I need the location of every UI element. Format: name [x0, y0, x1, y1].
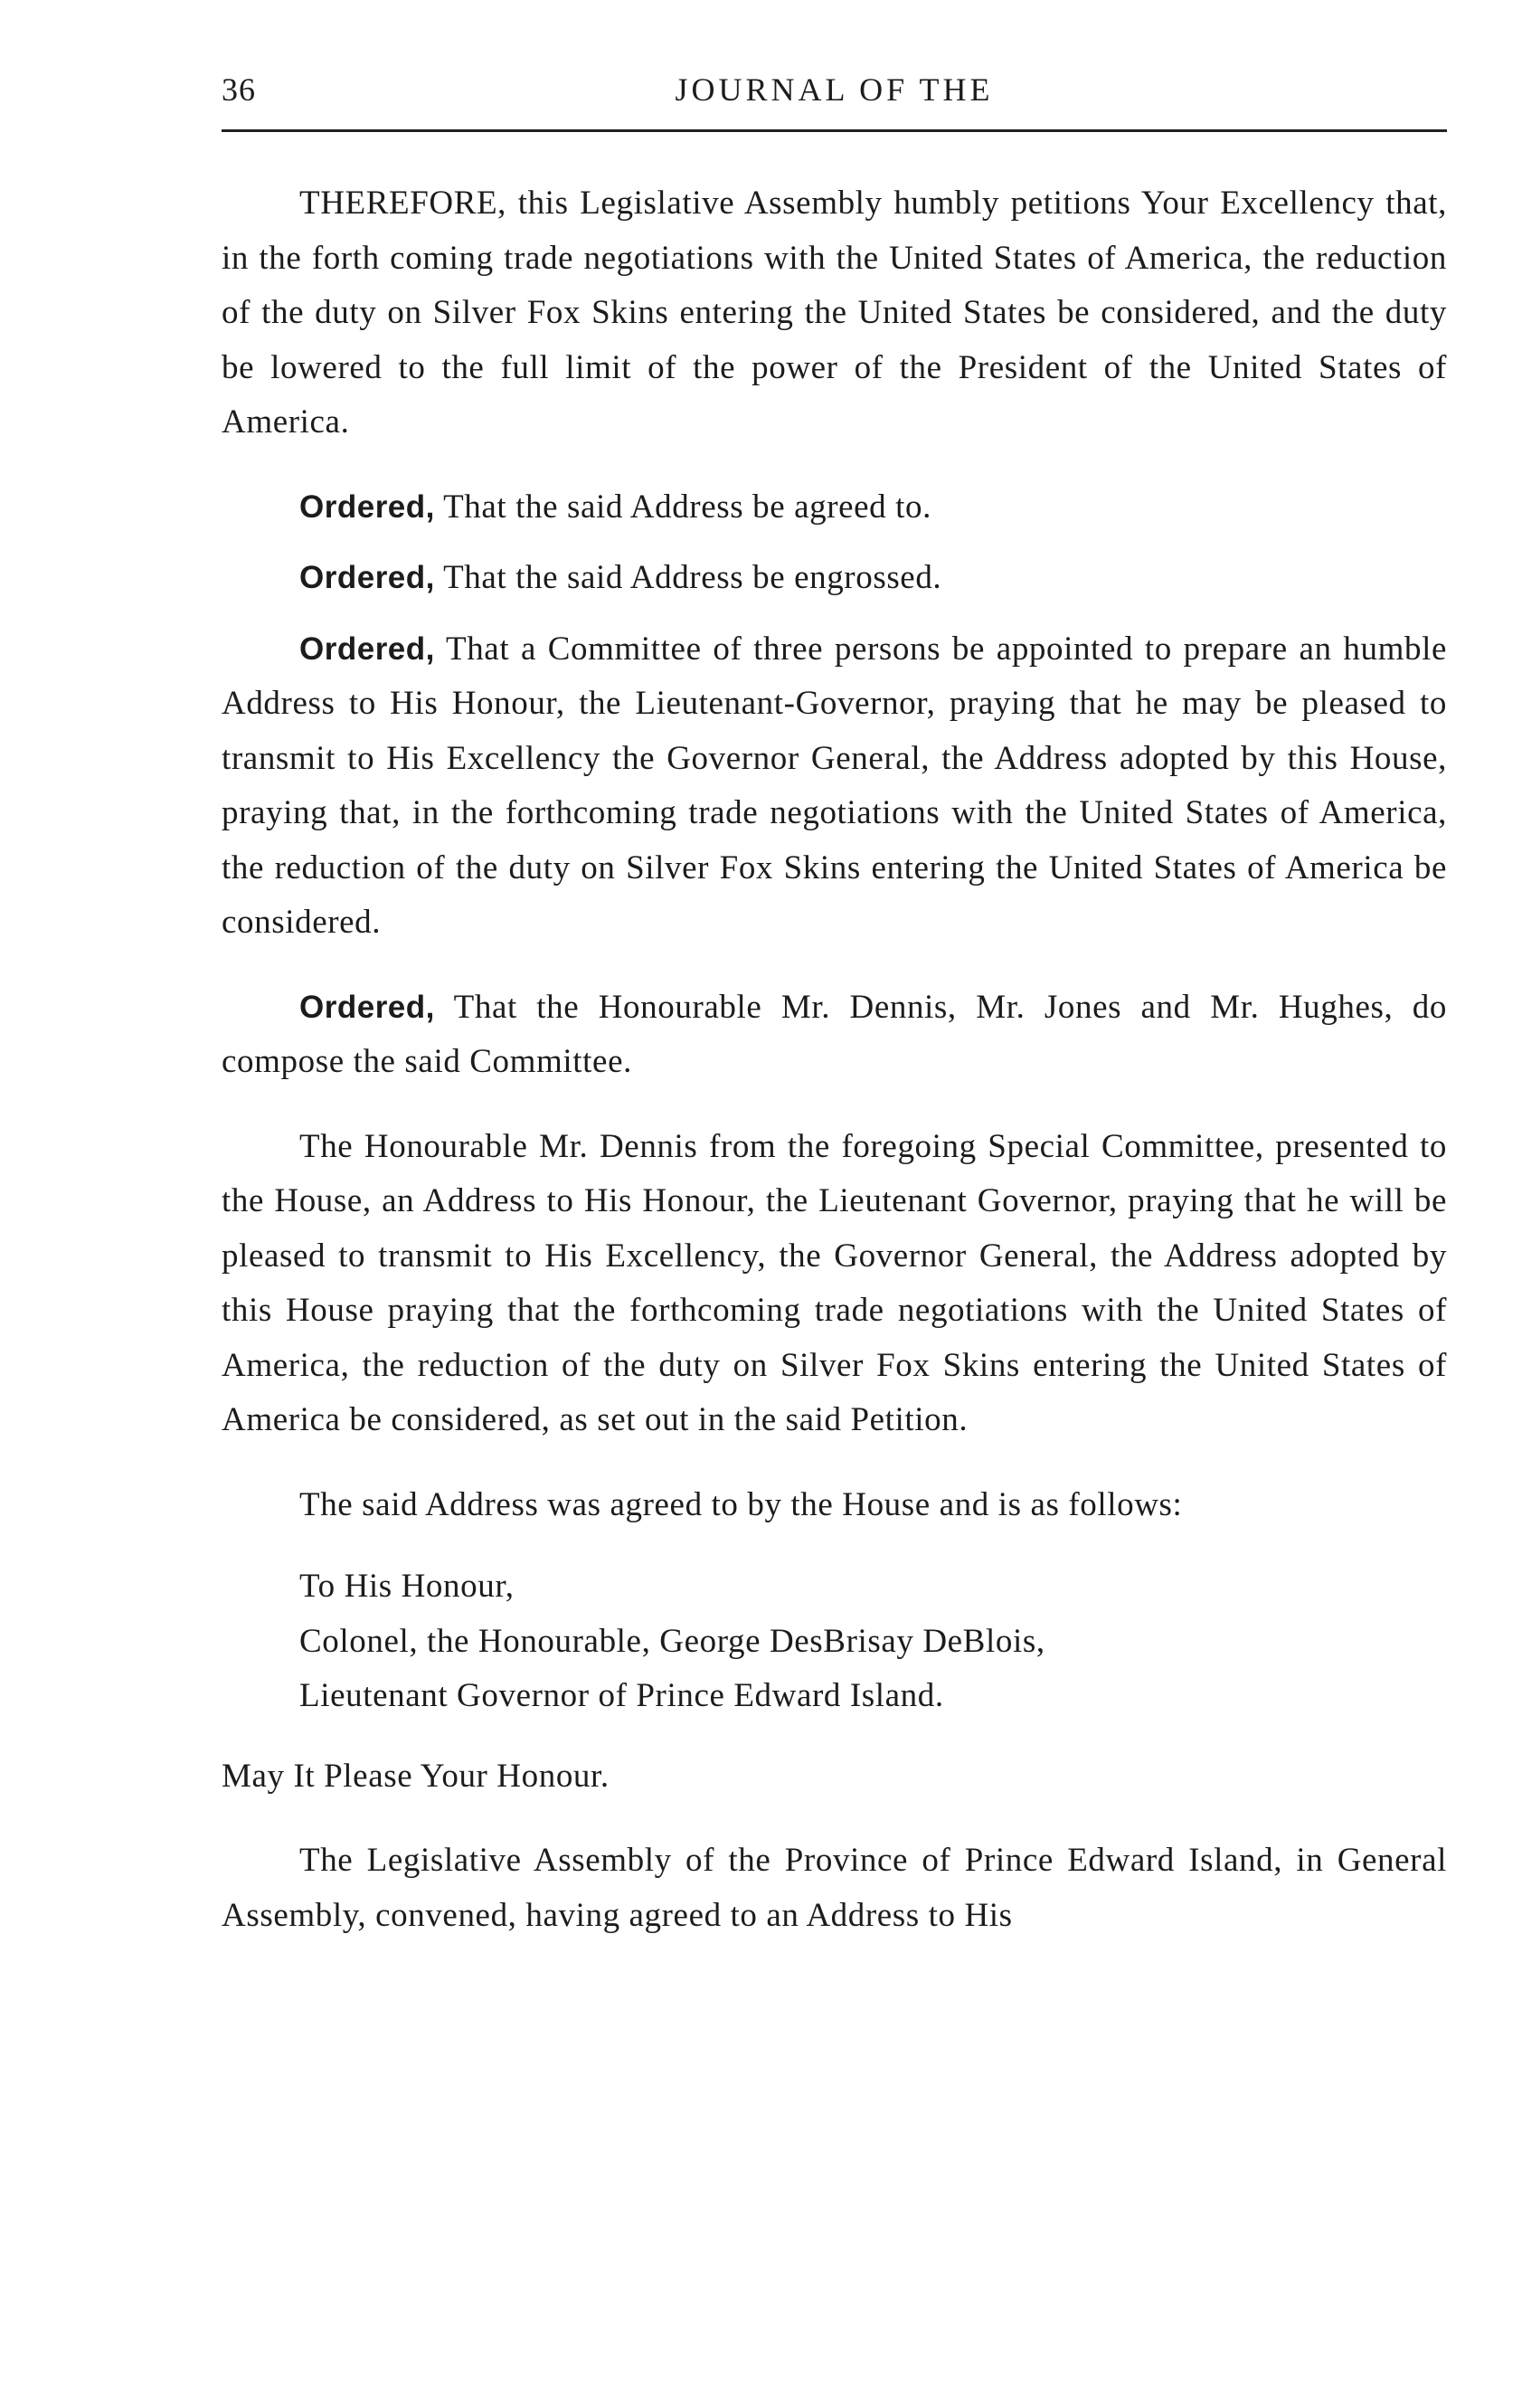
ordered-lead: Ordered,	[299, 630, 435, 667]
paragraph-text: That a Committee of three persons be appointed to prepare an humble Address to His Honour, the Lieutenant-Governor, praying that he may be pleased to transmit to His Excellency the Governor General, the Address adopted by this House, praying that, in the forthcoming trade negotiations with the United States of America, the reduction of the duty on Silver Fox Skins entering the United States of America be considered.	[222, 630, 1447, 941]
paragraph-closing	[222, 1834, 1447, 1943]
address-line: Lieutenant Governor of Prince Edward Island.	[299, 1677, 944, 1714]
paragraph-agreed-follows	[222, 1478, 1447, 1533]
address-line: To His Honour,	[299, 1568, 515, 1605]
paragraph-text: That the Honourable Mr. Dennis, Mr. Jones and Mr. Hughes, do compose the said Committee.	[222, 988, 1447, 1080]
paragraph-text: That the said Address be engrossed.	[434, 559, 942, 596]
paragraph-ordered-committee	[222, 622, 1447, 951]
paragraph-therefore	[222, 176, 1447, 450]
address-line: Colonel, the Honourable, George DesBrisay DeBlois,	[299, 1622, 1045, 1660]
header-rule	[222, 129, 1447, 132]
paragraph-text: The Honourable Mr. Dennis from the foregoing Special Committee, presented to the House, an Address to His Honour, the Lieutenant Governor, praying that he will be pleased to transmit to His Excellency, the Governor General, the Address adopted by this House praying that the forthcoming trade negotiations with the United States of America, the reduction of the duty on Silver Fox Skins entering the United States of America be considered, as set out in the said Petition.	[222, 1127, 1447, 1438]
paragraph-dennis-report	[222, 1120, 1447, 1448]
address-block	[299, 1560, 1447, 1724]
paragraph-ordered-agreed	[222, 480, 1447, 536]
paragraph-ordered-engrossed	[222, 551, 1447, 606]
running-head: JOURNAL OF THE	[675, 71, 994, 108]
ordered-lead: Ordered,	[299, 560, 435, 595]
ordered-lead: Ordered,	[299, 488, 435, 525]
paragraph-ordered-members	[222, 981, 1447, 1090]
body-text	[222, 176, 1447, 1943]
paragraph-text: THEREFORE, this Legislative Assembly humbly petitions Your Excellency that, in the forth coming trade negotiations with the United States of America, the reduction of the duty on Silver Fox Skins entering the United States be considered, and the duty be lowered to the full limit of the power of the President of the United States of America.	[222, 185, 1447, 441]
page-number: 36	[222, 71, 256, 108]
salutation: May It Please Your Honour.	[222, 1757, 610, 1795]
page-header	[222, 71, 1447, 125]
paragraph-text: That the said Address be agreed to.	[434, 488, 931, 526]
paragraph-text: The said Address was agreed to by the House and is as follows:	[299, 1485, 1183, 1523]
paragraph-text: The Legislative Assembly of the Province of Prince Edward Island, in General Assembly, convened, having agreed to an Address to His	[222, 1842, 1447, 1934]
ordered-lead: Ordered,	[299, 989, 435, 1025]
